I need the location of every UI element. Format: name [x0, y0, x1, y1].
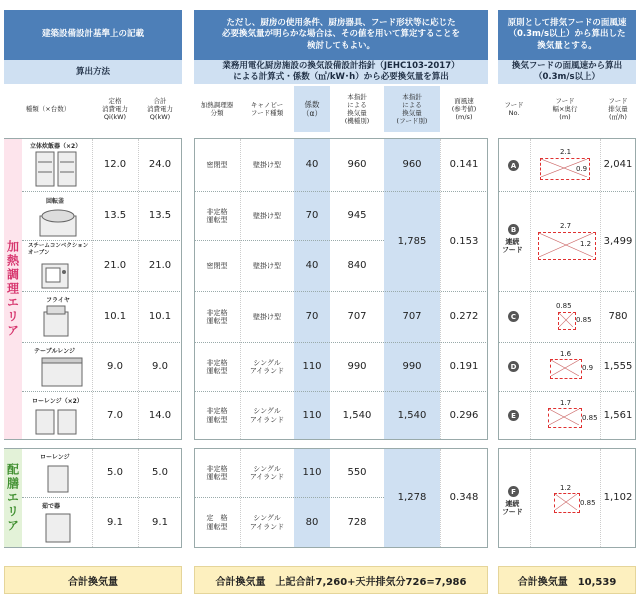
coefficient: 110 [302, 409, 322, 421]
hood-depth: 0.9 [582, 364, 594, 372]
total-left: 合計換気量 [4, 566, 182, 594]
volume-by-type: 945 [347, 210, 367, 221]
hood-exhaust: 3,499 [603, 235, 633, 247]
volume-by-type: 1,540 [342, 409, 372, 421]
volume-by-type: 550 [347, 467, 367, 478]
volume-by-hood: 1,540 [397, 409, 427, 421]
canopy-type: 壁掛け型 [253, 261, 281, 270]
col-vol-hood: 本指針 による 換気量 (フード別) [384, 86, 440, 132]
rated-power: 10.1 [103, 311, 127, 322]
hood-width: 0.85 [556, 302, 572, 310]
right-title: 原則として排気フードの面風速 （0.3m/s以上）から算出した 換気量とする。 [498, 10, 636, 60]
mid-subtitle: 業務用電化厨房施設の換気設備設計指針（JEHC103-2017） による計算式・係数（㎥/kW･h）から必要換気量を算出 [194, 60, 488, 84]
canopy-type: 壁掛け型 [253, 312, 281, 321]
coefficient: 80 [305, 516, 319, 528]
hood-depth: 0.85 [576, 316, 592, 324]
rotary-kettle-icon [38, 206, 78, 238]
coefficient: 40 [305, 260, 319, 271]
heater-class: 非定格 運転型 [206, 358, 228, 375]
equipment-name: 茹で器 [42, 503, 61, 510]
hood-badge-e: E [508, 410, 519, 421]
col-vol-type: 本指針 による 換気量 (機種別) [330, 86, 384, 132]
left-subtitle: 算出方法 [4, 60, 182, 84]
hood-outline [558, 312, 576, 330]
heater-class: 非定格 運転型 [206, 464, 228, 481]
face-velocity: 0.348 [449, 492, 479, 503]
hood-exhaust: 1,102 [603, 492, 633, 503]
volume-by-hood: 990 [402, 361, 422, 372]
fryer-icon [42, 304, 72, 338]
hood-badge-f: F [508, 486, 519, 497]
boiler-icon [44, 510, 72, 544]
rated-power: 13.5 [103, 210, 127, 221]
total-mid: 合計換気量 上記合計7,260+天井排気分726=7,986 [194, 566, 488, 594]
rated-power: 12.0 [103, 159, 127, 170]
table-range-icon [40, 356, 84, 388]
coefficient: 40 [305, 159, 319, 170]
volume-by-hood: 960 [402, 159, 422, 170]
col-hood-exhaust: フード 排気量 (㎥/h) [600, 86, 636, 132]
canopy-type: シングル アイランド [249, 514, 285, 531]
low-range-icon [34, 406, 78, 436]
hood-exhaust: 1,561 [603, 409, 633, 421]
hood-outline [550, 359, 582, 379]
heater-class: 非定格 運転型 [206, 207, 228, 224]
col-rated-power: 定格 消費電力 Qi(kW) [92, 86, 138, 132]
col-type: 種類（×台数） [4, 86, 92, 132]
volume-by-type: 840 [347, 260, 367, 271]
canopy-type: 壁掛け型 [253, 211, 281, 220]
volume-by-type: 728 [347, 516, 367, 528]
section-heating-label: 加熱調理エリア [4, 139, 22, 439]
coefficient: 110 [302, 467, 322, 478]
col-canopy: キャノピー フード種類 [240, 86, 294, 132]
hood-outline [554, 493, 580, 513]
coefficient: 70 [305, 210, 319, 221]
hood-exhaust: 780 [608, 311, 628, 322]
rice-cooker-icon [34, 150, 78, 188]
volume-by-type: 960 [347, 159, 367, 170]
hood-exhaust: 2,041 [603, 159, 633, 170]
coefficient: 70 [305, 311, 319, 322]
total-power: 10.1 [148, 311, 172, 322]
heater-class: 非定格 運転型 [206, 308, 228, 325]
total-right: 合計換気量 10,539 [498, 566, 636, 594]
hood-width: 1.2 [560, 484, 572, 492]
low-range-icon [46, 462, 70, 494]
heater-class: 定 格 運転型 [206, 514, 228, 531]
hood-badge-b: B [508, 224, 519, 235]
heater-class: 非定格 運転型 [206, 407, 228, 424]
volume-by-type: 990 [347, 361, 367, 372]
face-velocity: 0.272 [449, 311, 479, 322]
hood-depth: 1.2 [580, 240, 592, 248]
hood-width: 1.7 [560, 399, 572, 407]
hood-depth: 0.85 [582, 414, 598, 422]
equipment-name: テーブルレンジ [34, 348, 76, 355]
canopy-type: シングル アイランド [249, 358, 285, 375]
rated-power: 9.0 [107, 361, 123, 372]
hood-width: 1.6 [560, 350, 572, 358]
mid-title: ただし、厨房の使用条件、厨房器具、フード形状等に応じた 必要換気量が明らかな場合は、その値を用いて算定することを 検討してもよい。 [194, 10, 488, 60]
total-power: 24.0 [148, 159, 172, 170]
canopy-type: 壁掛け型 [253, 160, 281, 169]
hood-depth: 0.9 [576, 165, 588, 173]
volume-by-type: 707 [347, 311, 367, 322]
heater-class: 密閉型 [206, 261, 228, 270]
hood-outline [548, 408, 582, 428]
col-coef: 係数 （α） [294, 86, 330, 132]
steam-oven-icon [40, 262, 70, 290]
total-power: 9.0 [152, 361, 168, 372]
volume-by-hood: 1,278 [397, 492, 427, 503]
hood-badge-c: C [508, 311, 519, 322]
face-velocity: 0.296 [449, 409, 479, 421]
section-serving-label: 配膳エリア [4, 449, 22, 547]
hood-depth: 0.85 [580, 499, 596, 507]
volume-by-hood: 1,785 [397, 235, 427, 247]
canopy-type: シングル アイランド [249, 407, 285, 424]
col-class: 加熱調理器 分類 [194, 86, 240, 132]
hood-badge-d: D [508, 361, 519, 372]
coefficient: 110 [302, 361, 322, 372]
continuous-hood-label: 連続 フード [502, 500, 523, 517]
canopy-type: シングル アイランド [249, 464, 285, 481]
rated-power: 7.0 [107, 409, 123, 421]
total-power: 21.0 [148, 260, 172, 271]
total-power: 13.5 [148, 210, 172, 221]
hood-width: 2.7 [560, 222, 572, 230]
hood-badge-a: A [508, 160, 519, 171]
rated-power: 9.1 [107, 516, 123, 528]
col-hood-size: フード 幅×奥行 (m) [530, 86, 600, 132]
equipment-name: スチームコンベクション オーブン [28, 243, 89, 256]
equipment-name: ローレンジ [40, 454, 70, 461]
hood-width: 2.1 [560, 148, 572, 156]
face-velocity: 0.191 [449, 361, 479, 372]
equipment-name: 立体炊飯器（×2） [30, 143, 82, 150]
face-velocity: 0.141 [449, 159, 479, 170]
total-power: 14.0 [148, 409, 172, 421]
heater-class: 密閉型 [206, 160, 228, 169]
equipment-name: フライヤ [46, 297, 70, 304]
volume-by-hood: 707 [402, 311, 422, 322]
col-hood-no: フード No. [498, 86, 530, 132]
total-power: 9.1 [152, 516, 168, 528]
face-velocity: 0.153 [449, 235, 479, 247]
right-subtitle: 換気フードの面風速から算出 （0.3m/s以上） [498, 60, 636, 84]
equipment-name: 回転釜 [46, 198, 65, 205]
continuous-hood-label: 連続 フード [502, 238, 523, 255]
col-face-velocity: 面風速 (参考値) (m/s) [440, 86, 488, 132]
left-title: 建築設備設計基準上の記載 [4, 10, 182, 60]
equipment-name: ローレンジ（×2） [32, 398, 83, 405]
col-total-power: 合計 消費電力 Q(kW) [138, 86, 182, 132]
total-power: 5.0 [152, 467, 168, 478]
rated-power: 21.0 [103, 260, 127, 271]
hood-exhaust: 1,555 [603, 361, 633, 372]
rated-power: 5.0 [107, 467, 123, 478]
